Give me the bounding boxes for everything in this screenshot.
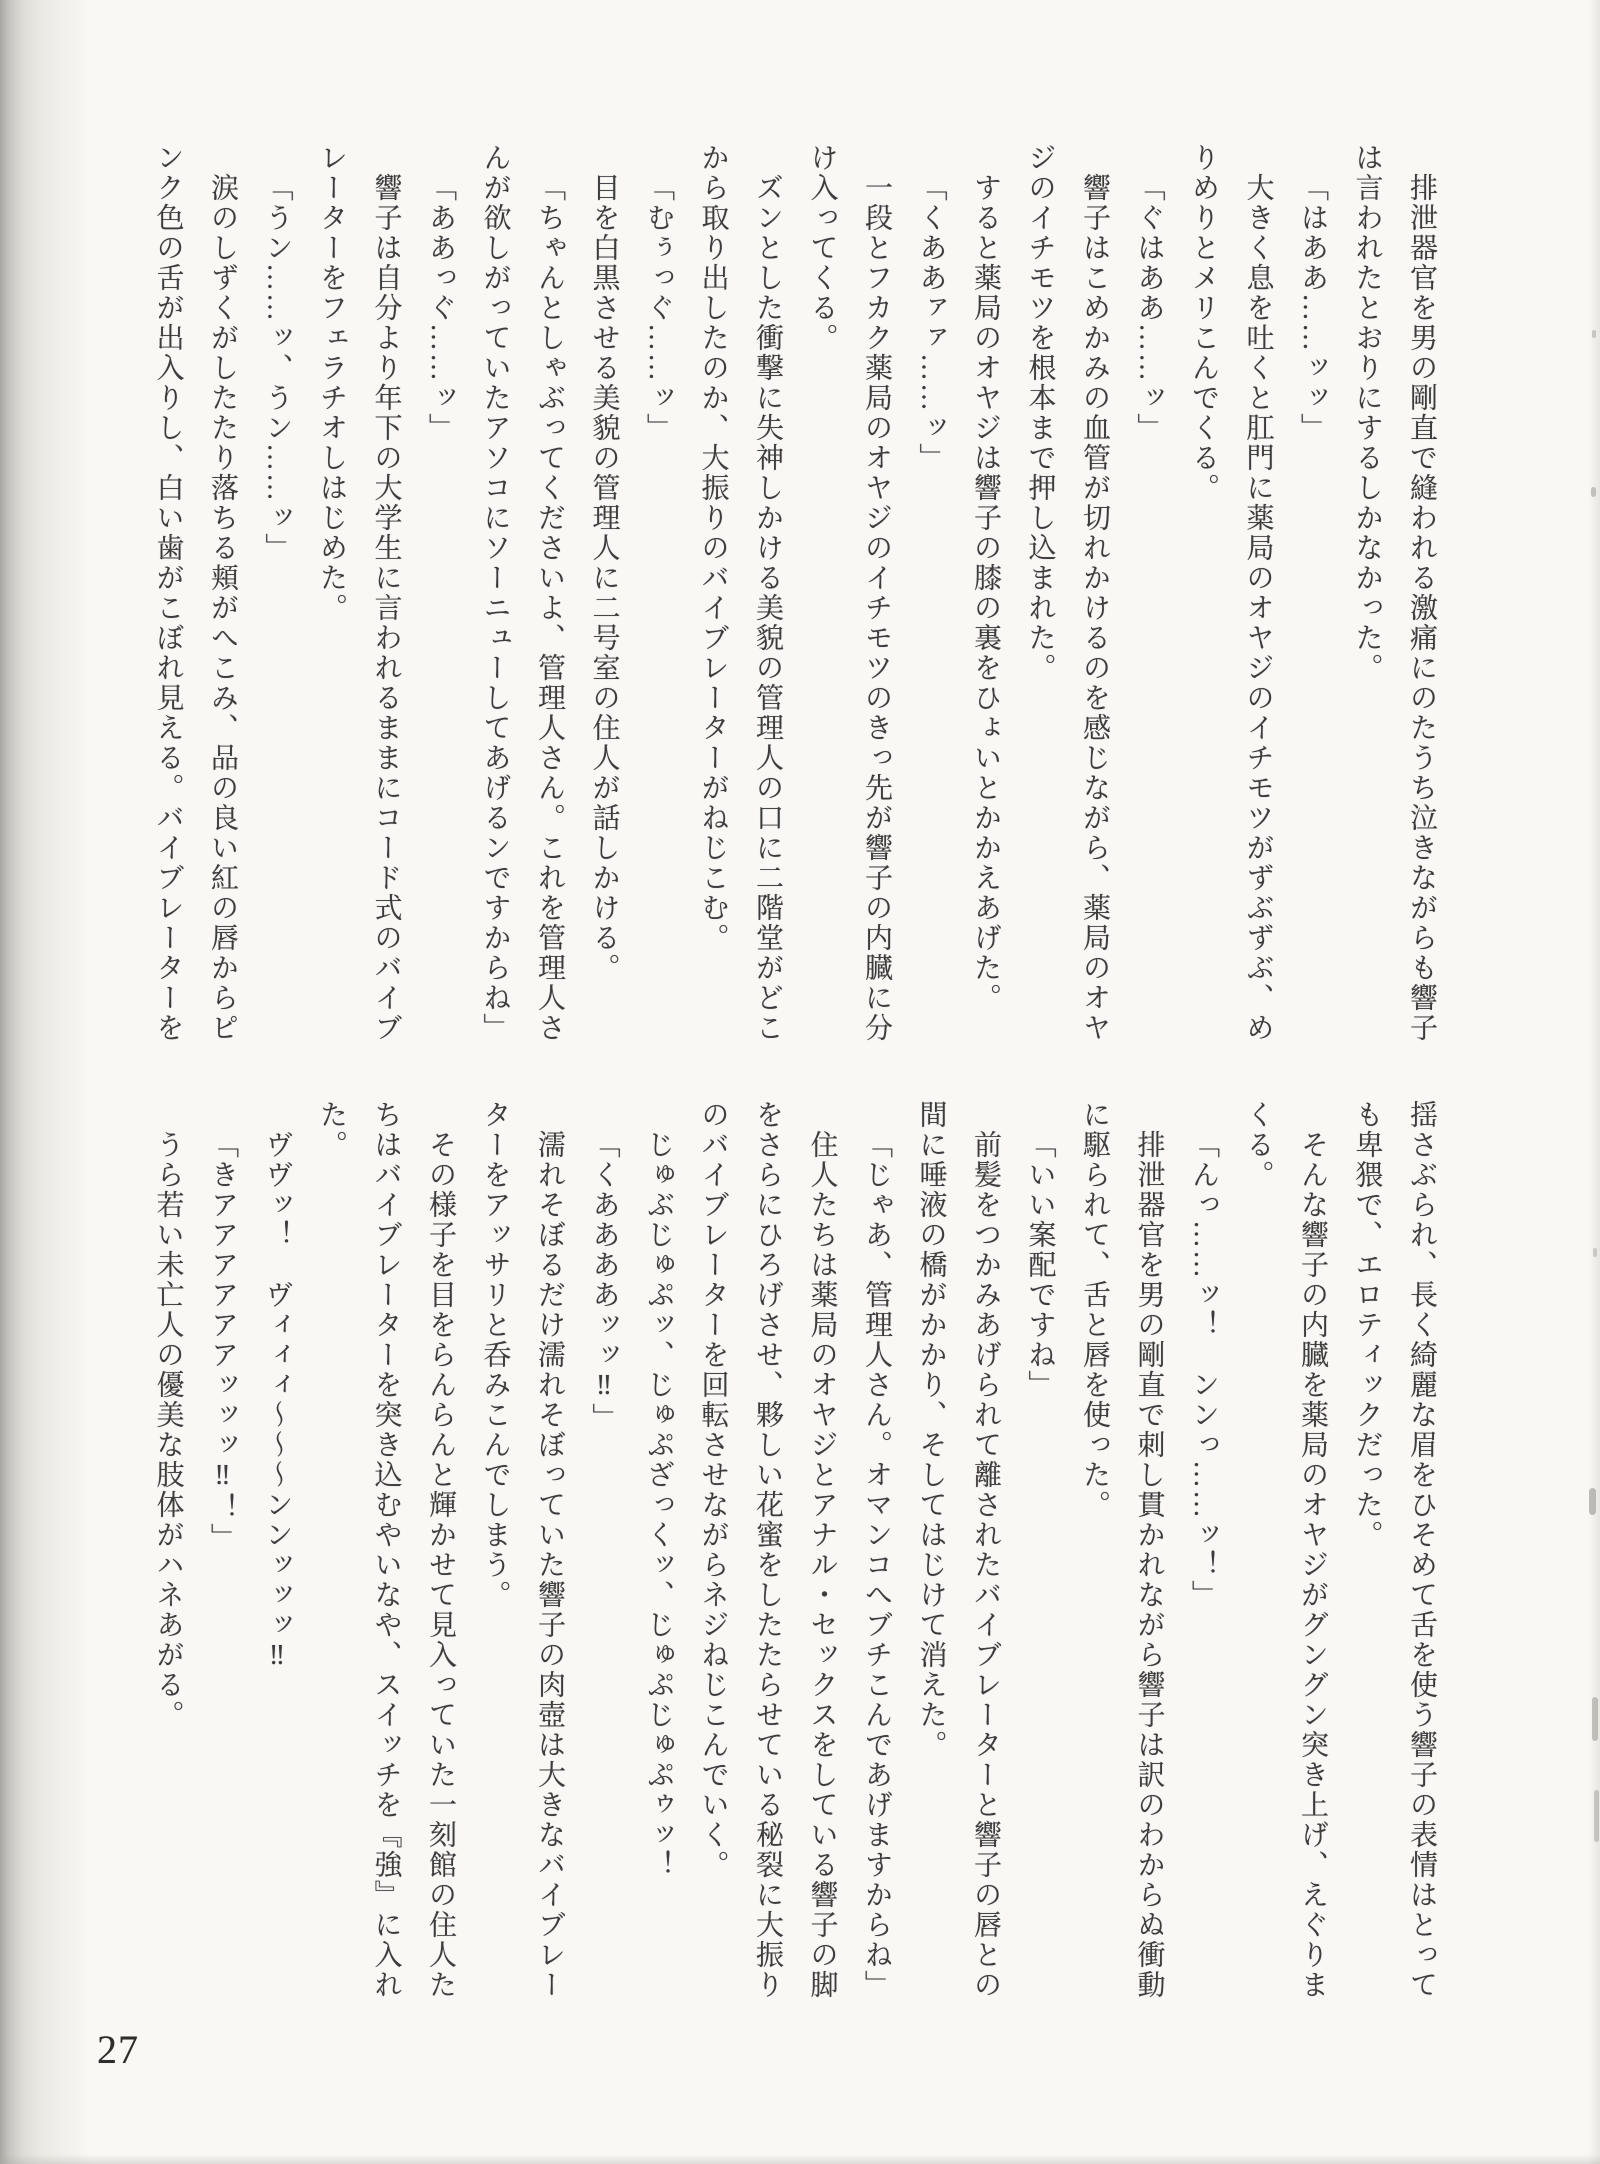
text-column: 「ちゃんとしゃぶってくださいよ、管理人さん。これを管理人さ [534, 173, 565, 1043]
text-column: 住人たちは薬局のオヤジとアナル・セックスをしている響子の脚 [806, 1130, 838, 2000]
text-column: じゅぶじゅぷッ、じゅぷざっくッ、じゅぷじゅぷゥッ！ [643, 1130, 674, 1880]
page-gutter-shadow [0, 0, 95, 2164]
scan-artifact [1589, 1488, 1596, 1515]
text-column: ターをアッサリと呑みこんでしまう。 [479, 1100, 511, 1610]
text-column: ちはバイブレーターを突き込むやいなや、スイッチを『強』に入れ [370, 1100, 402, 2000]
text-column: 一段とフカク薬局のオヤジのイチモツのきっ先が響子の内臓に分 [861, 173, 892, 1043]
text-column: 前髪をつかみあげられて離されたバイブレーターと響子の唇との [970, 1130, 1001, 2000]
text-column: 「くああああッッ‼」 [588, 1130, 620, 1433]
text-column: 「はああ……ッッ」 [1297, 173, 1328, 443]
text-column: すると薬局のオヤジは響子の膝の裏をひょいとかかえあげた。 [970, 173, 1001, 1013]
text-column: 排泄器官を男の剛直で刺し貫かれながら響子は訳のわからぬ衝動 [1133, 1130, 1165, 2000]
text-column: 「ああっぐ……ッ」 [425, 173, 456, 443]
text-column: 排泄器官を男の剛直で縫われる激痛にのたうち泣きながらも響子 [1406, 173, 1437, 1043]
scan-artifact [1594, 1790, 1599, 1842]
text-column: 「いい案配ですね」 [1024, 1130, 1056, 1400]
text-column: レーターをフェラチオしはじめた。 [316, 143, 347, 623]
text-column: 大きく息を吐くと肛門に薬局のオヤジのイチモツがずぶずぶ、め [1242, 173, 1274, 1043]
text-column: ヴヴッ！ ヴィィィ〜〜〜ンンッッッ‼ [261, 1130, 293, 1673]
page-bottom-edge-shadow [0, 2154, 1600, 2164]
text-column: んが欲しがっていたアソコにソーニューしてあげるンですからね」 [479, 143, 511, 1043]
text-column: 目を白黒させる美貌の管理人に二号室の住人が話しかける。 [588, 173, 620, 983]
text-column: 「うン……ッ、うン……ッ」 [261, 173, 293, 563]
text-column: ジのイチモツを根本まで押し込まれた。 [1024, 143, 1056, 683]
text-column: うら若い未亡人の優美な肢体がハネあがる。 [152, 1130, 184, 1730]
text-column: くる。 [1242, 1100, 1274, 1190]
text-block-top [140, 143, 1448, 1059]
text-column: 濡れそぼるだけ濡れそぼっていた響子の肉壺は大きなバイブレー [534, 1130, 565, 2000]
text-column: 「ぐはああ……ッ」 [1133, 173, 1165, 443]
text-column: 揺さぶられ、長く綺麗な眉をひそめて舌を使う響子の表情はとって [1406, 1100, 1437, 2000]
text-column: も卑猥で、エロティックだった。 [1351, 1100, 1383, 1550]
text-column: 「きアアアアアアッッッ‼！」 [207, 1130, 238, 1553]
text-column: け入ってくる。 [806, 143, 838, 353]
text-column: りめりとメリこんでくる。 [1188, 143, 1219, 503]
text-column: 間に唾液の橋がかかり、そしてはじけて消えた。 [915, 1100, 947, 1760]
text-column: ズンとした衝撃に失神しかける美貌の管理人の口に二階堂がどこ [752, 173, 783, 1043]
text-block-bottom [140, 1100, 1448, 2016]
text-column: 「くああァァ……ッ」 [915, 173, 947, 473]
page-number: 27 [97, 2027, 139, 2072]
text-column: 響子はこめかみの血管が切れかけるのを感じながら、薬局のオヤ [1079, 173, 1110, 1043]
text-column: に駆られて、舌と唇を使った。 [1079, 1100, 1110, 1520]
scan-artifact [1591, 487, 1596, 497]
text-column: 「んっ……ッ！ ンンっ……ッ！」 [1188, 1130, 1219, 1610]
text-column: その様子を目をらんらんと輝かせて見入っていた一刻館の住人た [425, 1130, 456, 2000]
text-column: ンク色の舌が出入りし、白い歯がこぼれ見える。バイブレーターを [152, 143, 184, 1043]
text-column: 「じゃあ、管理人さん。オマンコへブチこんであげますからね」 [861, 1130, 892, 2000]
scan-artifact [1593, 1248, 1597, 1257]
text-column: は言われたとおりにするしかなかった。 [1351, 143, 1383, 683]
text-column: 響子は自分より年下の大学生に言われるままにコード式のバイブ [370, 173, 402, 1043]
text-column: をさらにひろげさせ、夥しい花蜜をしたたらせている秘裂に大振り [752, 1100, 783, 2000]
text-column: そんな響子の内臓を薬局のオヤジがグングン突き上げ、えぐりま [1297, 1130, 1328, 2000]
text-column: た。 [316, 1100, 347, 1160]
text-column: のバイブレーターを回転させながらネジねじこんでいく。 [697, 1100, 729, 1880]
text-column: 涙のしずくがしたたり落ちる頬がへこみ、品の良い紅の唇からピ [207, 173, 238, 1043]
text-column: から取り出したのか、大振りのバイブレーターがねじこむ。 [697, 143, 729, 953]
scan-artifact [1592, 330, 1596, 338]
text-column: 「むぅっぐ……ッ」 [643, 173, 674, 443]
scan-artifact [1592, 1697, 1598, 1741]
